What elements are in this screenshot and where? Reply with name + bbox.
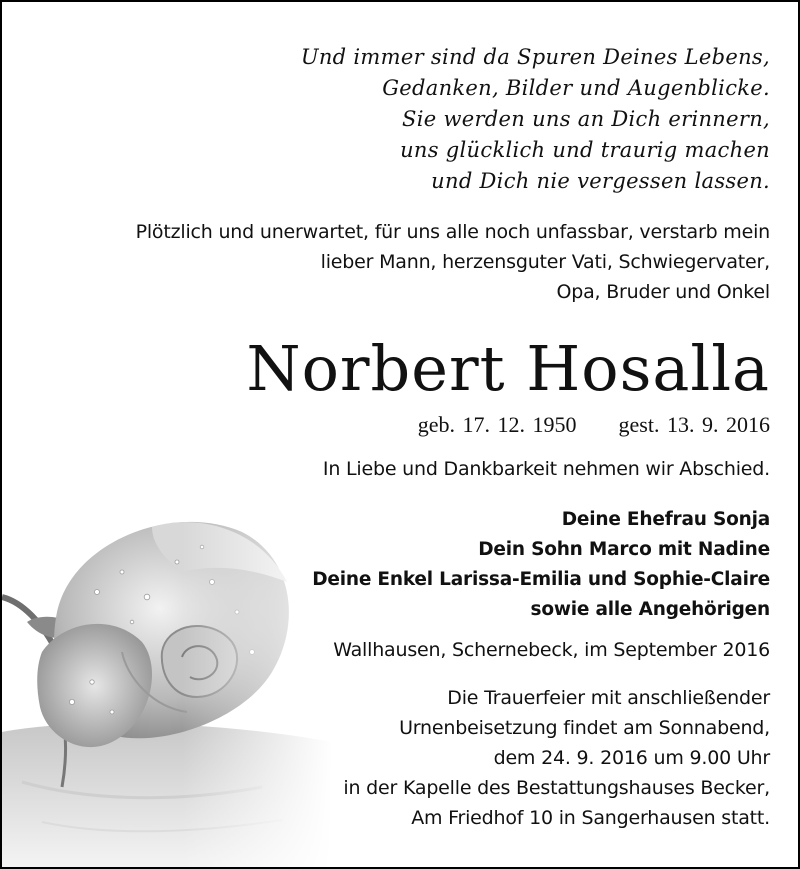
funeral-line: in der Kapelle des Bestattungshauses Becker,: [343, 777, 770, 799]
funeral-line: dem 24. 9. 2016 um 9.00 Uhr: [493, 747, 770, 769]
announcement-line: Opa, Bruder und Onkel: [556, 281, 770, 303]
rose-icon: [2, 502, 332, 869]
poem-line: Sie werden uns an Dich erinnern,: [402, 107, 770, 131]
funeral-line: Die Trauerfeier mit anschließender: [447, 687, 770, 709]
funeral-line: Urnenbeisetzung findet am Sonnabend,: [399, 717, 770, 739]
place-and-date: Wallhausen, Schernebeck, im September 2016: [333, 639, 770, 661]
mourner: Dein Sohn Marco mit Nadine: [478, 539, 770, 560]
poem-line: Gedanken, Bilder und Augenblicke.: [382, 76, 770, 100]
poem-line: und Dich nie vergessen lassen.: [431, 169, 770, 193]
mourner: Deine Ehefrau Sonja: [561, 509, 770, 530]
funeral-line: Am Friedhof 10 in Sangerhausen statt.: [411, 807, 770, 829]
death-date: gest. 13. 9. 2016: [618, 412, 770, 437]
announcement-line: lieber Mann, herzensguter Vati, Schwiegervater,: [320, 251, 770, 273]
mourner: sowie alle Angehörigen: [530, 599, 770, 620]
mourner: Deine Enkel Larissa-Emilia und Sophie-Claire: [312, 569, 770, 590]
funeral-notice: [343, 683, 770, 833]
memorial-poem: [301, 42, 770, 197]
farewell-line: In Liebe und Dankbarkeit nehmen wir Abschied.: [322, 458, 770, 480]
poem-line: Und immer sind da Spuren Deines Lebens,: [300, 45, 770, 69]
announcement-line: Plötzlich und unerwartet, für uns alle noch unfassbar, verstarb mein: [135, 221, 770, 243]
life-dates: [418, 410, 770, 440]
deceased-name: Norbert Hosalla: [246, 332, 770, 405]
death-announcement: [136, 217, 770, 307]
mourners-list: [312, 505, 770, 625]
birth-date: geb. 17. 12. 1950: [417, 412, 577, 437]
poem-line: uns glücklich und traurig machen: [400, 138, 770, 162]
